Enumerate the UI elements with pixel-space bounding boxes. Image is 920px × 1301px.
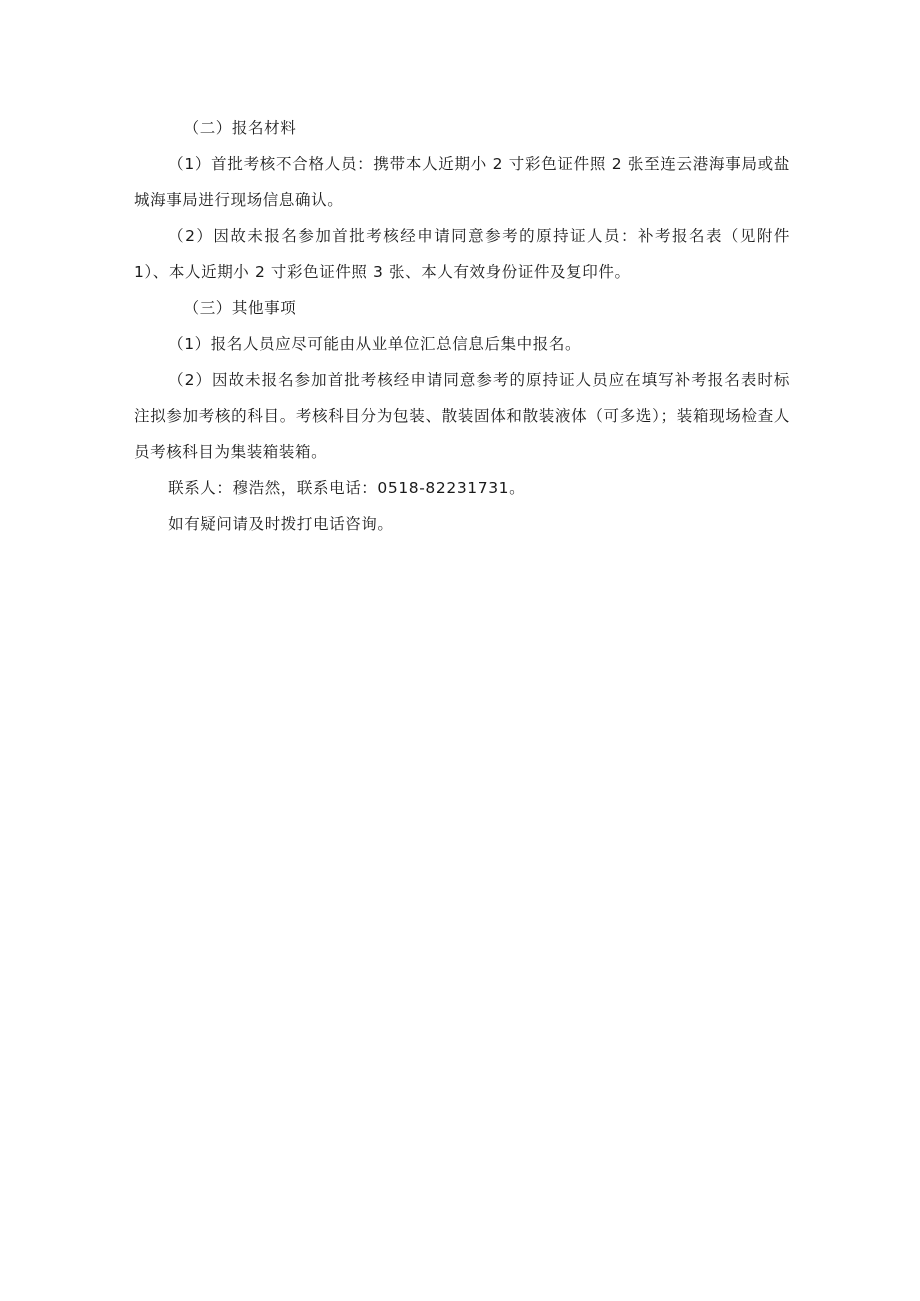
section-heading-materials: （二）报名材料 — [183, 119, 297, 137]
closing-line: 如有疑问请及时拨打电话咨询。 — [168, 515, 394, 533]
contact-line: 联系人：穆浩然，联系电话：0518-82231731。 — [168, 479, 526, 497]
other-item-1: （1）报名人员应尽可能由从业单位汇总信息后集中报名。 — [168, 335, 582, 353]
section-heading-other: （三）其他事项 — [183, 299, 297, 317]
materials-item-1: （1）首批考核不合格人员：携带本人近期小 2 寸彩色证件照 2 张至连云港海事局或盐城海事局进行现场信息确认。 — [134, 155, 790, 209]
other-item-2: （2）因故未报名参加首批考核经申请同意参考的原持证人员应在填写补考报名表时标注拟参加考核的科目。考核科目分为包装、散装固体和散装液体（可多选）；装箱现场检查人员考核科目为集装箱装箱。 — [134, 371, 790, 461]
document-body — [134, 110, 790, 542]
materials-item-2: （2）因故未报名参加首批考核经申请同意参考的原持证人员：补考报名表（见附件 1）、本人近期小 2 寸彩色证件照 3 张、本人有效身份证件及复印件。 — [134, 227, 790, 281]
